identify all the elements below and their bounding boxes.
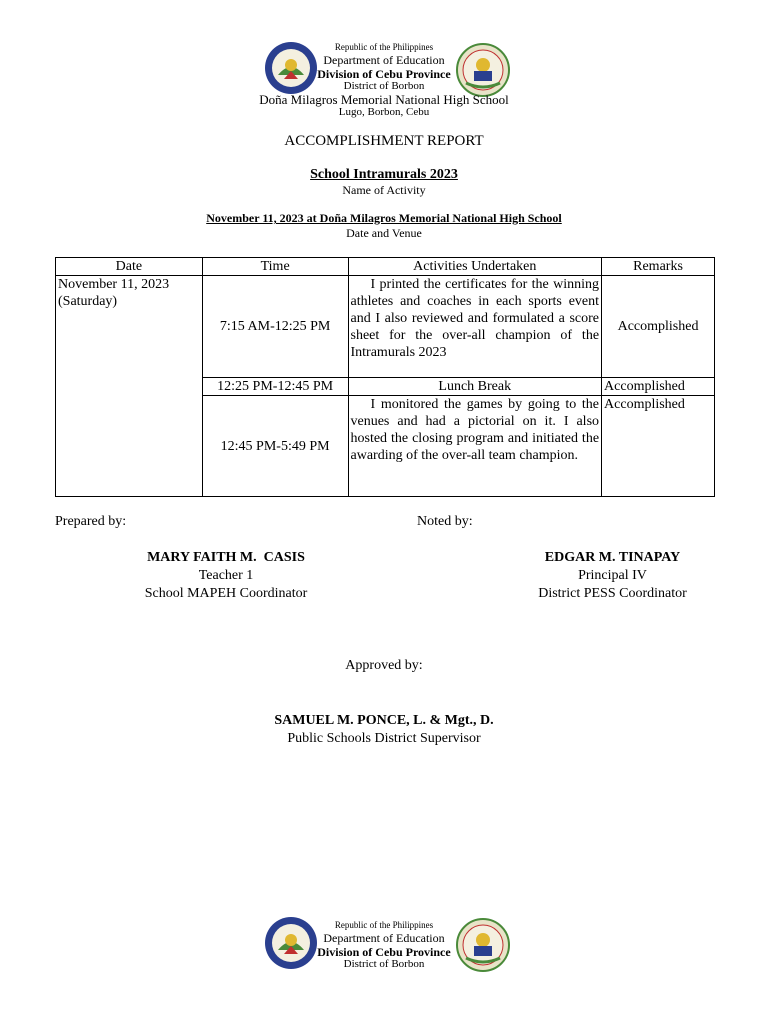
preparer-name: MARY FAITH M. CASIS xyxy=(147,550,305,565)
header-remarks: Remarks xyxy=(602,258,715,276)
time-cell: 12:25 PM-12:45 PM xyxy=(202,378,348,396)
footer-district: District of Borbon xyxy=(343,958,425,970)
date-cell xyxy=(56,276,203,497)
date-venue-caption: Date and Venue xyxy=(346,226,422,240)
header-activities: Activities Undertaken xyxy=(348,258,602,276)
accomplishment-table xyxy=(55,257,715,497)
report-title: ACCOMPLISHMENT REPORT xyxy=(284,133,484,149)
remarks-cell: Accomplished xyxy=(602,276,715,378)
preparer-title2: School MAPEH Coordinator xyxy=(144,586,308,601)
time-cell: 12:45 PM-5:49 PM xyxy=(202,396,348,497)
approver-name: SAMUEL M. PONCE, L. & Mgt., D. xyxy=(274,713,494,728)
header-date: Date xyxy=(56,258,203,276)
header-district: District of Borbon xyxy=(343,80,425,92)
approver-block xyxy=(0,712,768,748)
approver-title1: Public Schools District Supervisor xyxy=(287,731,481,746)
date-venue: November 11, 2023 at Doña Milagros Memorial National High School xyxy=(206,211,562,225)
header-address: Lugo, Borbon, Cebu xyxy=(338,106,430,118)
activity-cell xyxy=(348,276,602,378)
noter-block xyxy=(505,549,720,603)
noted-by-label: Noted by: xyxy=(417,514,473,529)
prepared-by-label: Prepared by: xyxy=(55,514,127,529)
table-header-row xyxy=(56,258,715,276)
noter-title2: District PESS Coordinator xyxy=(538,586,687,601)
activity-name: School Intramurals 2023 xyxy=(310,167,458,182)
header-time: Time xyxy=(202,258,348,276)
header-division: Division of Cebu Province xyxy=(317,67,451,81)
header-republic: Republic of the Philippines xyxy=(334,42,434,52)
approved-by-label: Approved by: xyxy=(345,658,423,673)
activity-caption: Name of Activity xyxy=(342,183,426,197)
activity-cell xyxy=(348,396,602,497)
preparer-block xyxy=(100,549,352,603)
footer-division: Division of Cebu Province xyxy=(317,945,451,959)
activity-text: I monitored the games by going to the venues and had a pictorial on it. I also hosted the closing program and initiated the awarding of the over-all team champion. xyxy=(350,397,600,463)
noter-name: EDGAR M. TINAPAY xyxy=(544,550,681,565)
time-cell: 7:15 AM-12:25 PM xyxy=(202,276,348,378)
header-department: Department of Education xyxy=(323,53,445,67)
activity-text: I printed the certificates for the winning athletes and coaches in each sports event and I also reviewed and formulated a score sheet for the over-all champion of the Intramurals 2023 xyxy=(350,277,600,360)
noter-title1: Principal IV xyxy=(578,568,647,583)
date-line1: November 11, 2023 xyxy=(58,277,170,292)
header-school: Doña Milagros Memorial National High School xyxy=(259,92,509,107)
activity-cell: Lunch Break xyxy=(348,378,602,396)
table-row xyxy=(56,276,715,378)
footer-republic: Republic of the Philippines xyxy=(334,920,434,930)
footer-department: Department of Education xyxy=(323,931,445,945)
remarks-cell: Accomplished xyxy=(602,378,715,396)
remarks-cell: Accomplished xyxy=(602,396,715,497)
date-line2: (Saturday) xyxy=(58,294,118,309)
preparer-title1: Teacher 1 xyxy=(198,568,254,583)
